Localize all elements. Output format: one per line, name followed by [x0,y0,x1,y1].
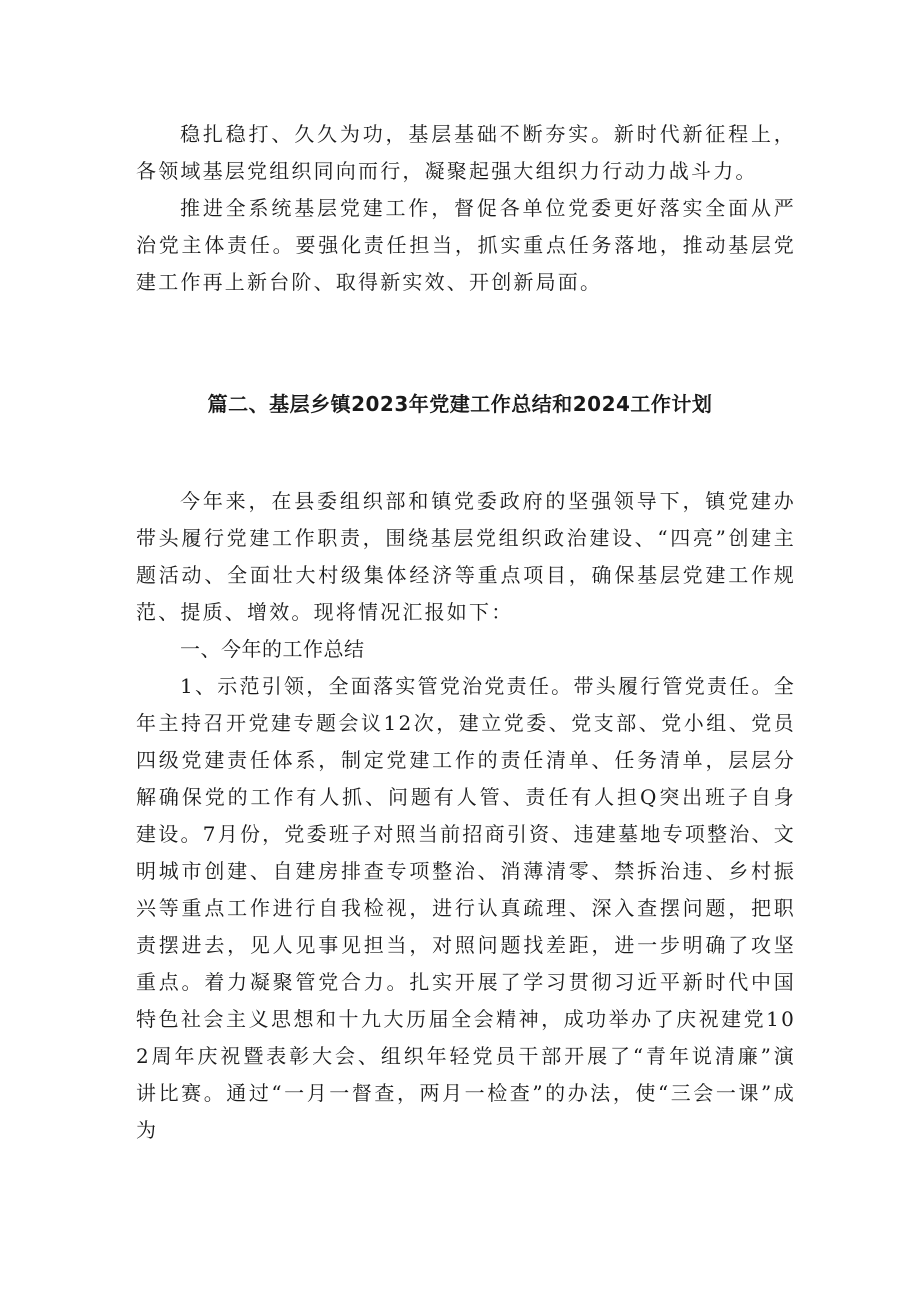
chapter-title: 篇二、基层乡镇2023年党建工作总结和2024工作计划 [207,392,713,416]
section-paragraph: 1、示范引领，全面落实管党治党责任。带头履行管党责任。全年主持召开党建专题会议12次，建立党委、党支部、党小组、党员四级党建责任体系，制定党建工作的责任清单、任务清单，层层分解确保党的工作有人抓、问题有人管、责任有人担Q突出班子自身建设。7月份，党委班子对照当前招商引资、违建墓地专项整治、文明城市创建、自建房排查专项整治、消薄清零、禁拆治违、乡村振兴等重点工作进行自我检视，进行认真疏理、深入查摆问题，把职责摆进去，见人见事见担当，对照问题找差距，进一步明确了攻坚重点。着力凝聚管党合力。扎实开展了学习贯彻习近平新时代中国特色社会主义思想和十九大历届全会精神，成功举办了庆祝建党102周年庆祝暨表彰大会、组织年轻党员干部开展了“青年说清廉”演讲比赛。通过“一月一督查，两月一检查”的办法，使“三会一课”成为 [136,674,796,1142]
opening-paragraph: 今年来，在县委组织部和镇党委政府的坚强领导下，镇党建办带头履行党建工作职责，围绕基层党组织政治建设、“四亮”创建主题活动、全面壮大村级集体经济等重点项目，确保基层党建工作规范、提质、增效。现将情况汇报如下： [136,489,796,624]
intro-paragraph-2: 推进全系统基层党建工作，督促各单位党委更好落实全面从严治党主体责任。要强化责任担当，抓实重点任务落地，推动基层党建工作再上新台阶、取得新实效、开创新局面。 [136,196,796,294]
section-title: 一、今年的工作总结 [180,637,365,661]
intro-section [136,116,796,301]
report-body [136,483,796,1149]
intro-paragraph-1: 稳扎稳打、久久为功，基层基础不断夯实。新时代新征程上，各领域基层党组织同向而行，凝聚起强大组织力行动力战斗力。 [136,122,796,183]
